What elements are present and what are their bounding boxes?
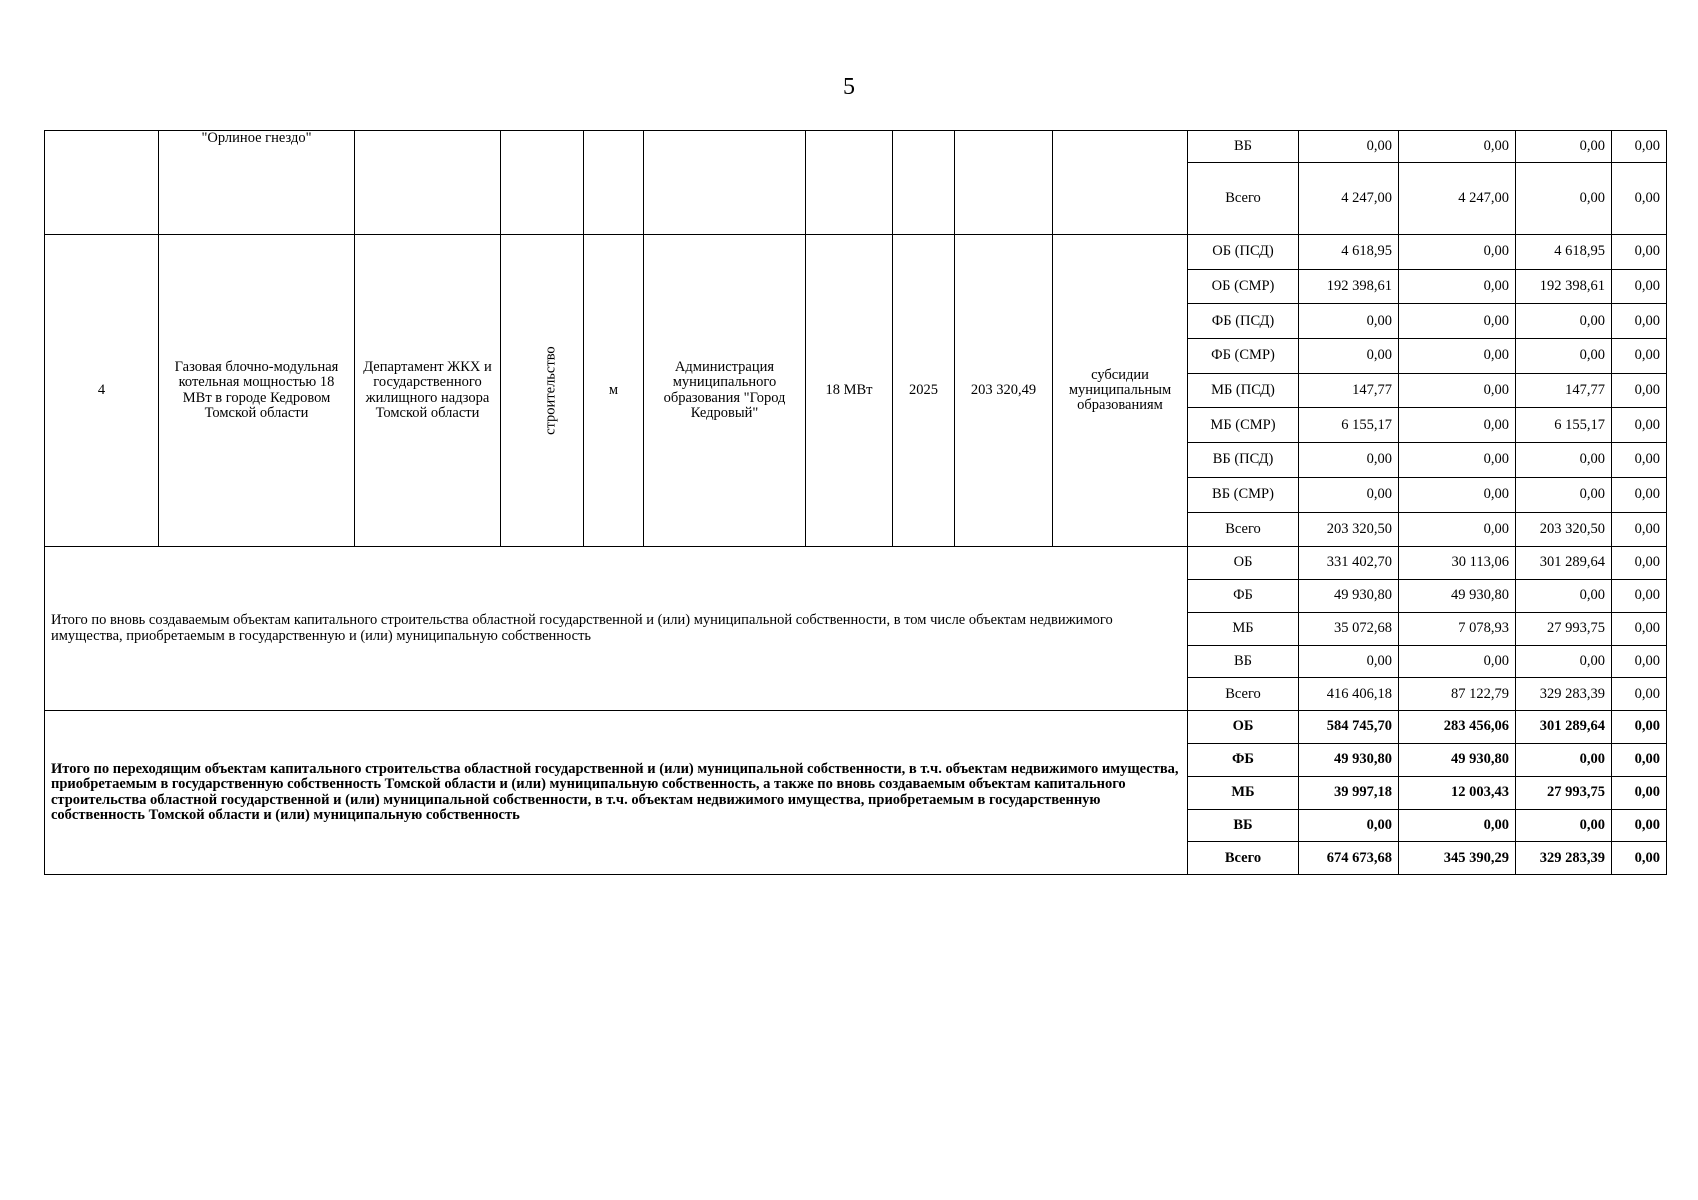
capacity: 18 МВт <box>806 235 893 547</box>
work-type <box>501 235 584 547</box>
amount-col4: 0,00 <box>1612 373 1667 408</box>
funding-source: ФБ (ПСД) <box>1188 304 1299 339</box>
year: 2025 <box>893 235 955 547</box>
amount-col4: 0,00 <box>1612 612 1667 645</box>
amount-total: 331 402,70 <box>1299 547 1399 580</box>
cell-empty <box>893 131 955 235</box>
page-number: 5 <box>843 74 855 100</box>
amount-total: 147,77 <box>1299 373 1399 408</box>
amount-total: 0,00 <box>1299 131 1399 163</box>
funding-source: ОБ (СМР) <box>1188 269 1299 304</box>
amount-col4: 0,00 <box>1612 776 1667 809</box>
amount-total: 39 997,18 <box>1299 776 1399 809</box>
cell-empty <box>501 131 584 235</box>
amount-col2: 12 003,43 <box>1399 776 1516 809</box>
table-row <box>45 131 1667 163</box>
funding-source: ВБ (ПСД) <box>1188 443 1299 478</box>
funding-source: ОБ <box>1188 547 1299 580</box>
amount-col4: 0,00 <box>1612 443 1667 478</box>
amount-col3: 4 618,95 <box>1516 235 1612 270</box>
amount-col3: 147,77 <box>1516 373 1612 408</box>
funding-source: ВБ (СМР) <box>1188 477 1299 512</box>
amount-col4: 0,00 <box>1612 711 1667 744</box>
amount-col4: 0,00 <box>1612 477 1667 512</box>
funding-source: ВБ <box>1188 131 1299 163</box>
amount-total: 192 398,61 <box>1299 269 1399 304</box>
amount-total: 0,00 <box>1299 339 1399 374</box>
amount-col2: 87 122,79 <box>1399 678 1516 711</box>
amount-col2: 0,00 <box>1399 512 1516 547</box>
work-type-label: строительство <box>542 346 559 435</box>
amount-col2: 0,00 <box>1399 408 1516 443</box>
amount-col3: 329 283,39 <box>1516 678 1612 711</box>
amount-col4: 0,00 <box>1612 579 1667 612</box>
funding-source: ФБ <box>1188 743 1299 776</box>
amount-total: 4 618,95 <box>1299 235 1399 270</box>
amount-total: 49 930,80 <box>1299 579 1399 612</box>
amount-col3: 6 155,17 <box>1516 408 1612 443</box>
amount-col2: 0,00 <box>1399 477 1516 512</box>
amount-col3: 329 283,39 <box>1516 842 1612 875</box>
amount-col2: 4 247,00 <box>1399 163 1516 235</box>
amount-col3: 27 993,75 <box>1516 776 1612 809</box>
amount-total: 0,00 <box>1299 443 1399 478</box>
funding-source: ВБ <box>1188 645 1299 678</box>
object-name: Газовая блочно-модульная котельная мощностью 18 МВт в городе Кедровом Томской области <box>159 235 355 547</box>
amount-col4: 0,00 <box>1612 163 1667 235</box>
cell-empty <box>355 131 501 235</box>
amount-total: 35 072,68 <box>1299 612 1399 645</box>
amount-total: 0,00 <box>1299 477 1399 512</box>
amount-col4: 0,00 <box>1612 339 1667 374</box>
amount-col3: 0,00 <box>1516 809 1612 842</box>
funding-source: ОБ <box>1188 711 1299 744</box>
amount-col2: 283 456,06 <box>1399 711 1516 744</box>
funding-source: МБ <box>1188 776 1299 809</box>
cell-num <box>45 131 159 235</box>
amount-col3: 27 993,75 <box>1516 612 1612 645</box>
funding-source: ФБ (СМР) <box>1188 339 1299 374</box>
amount-col3: 301 289,64 <box>1516 711 1612 744</box>
amount-col4: 0,00 <box>1612 678 1667 711</box>
amount-total: 4 247,00 <box>1299 163 1399 235</box>
amount-col2: 0,00 <box>1399 269 1516 304</box>
amount-col3: 0,00 <box>1516 645 1612 678</box>
recipient: Администрация муниципального образования "Город Кедровый" <box>644 235 806 547</box>
amount-total: 584 745,70 <box>1299 711 1399 744</box>
budget-table <box>44 130 1667 875</box>
cell-empty <box>955 131 1053 235</box>
funding-source: МБ (СМР) <box>1188 408 1299 443</box>
amount-col3: 0,00 <box>1516 443 1612 478</box>
funding-source: ОБ (ПСД) <box>1188 235 1299 270</box>
amount-total: 0,00 <box>1299 304 1399 339</box>
amount-col2: 0,00 <box>1399 339 1516 374</box>
amount-total: 674 673,68 <box>1299 842 1399 875</box>
amount-total: 49 930,80 <box>1299 743 1399 776</box>
amount-col3: 0,00 <box>1516 163 1612 235</box>
customer: Департамент ЖКХ и государственного жилищного надзора Томской области <box>355 235 501 547</box>
table-row <box>45 235 1667 270</box>
amount-col2: 0,00 <box>1399 131 1516 163</box>
funding-source: МБ (ПСД) <box>1188 373 1299 408</box>
table-row <box>45 547 1667 580</box>
amount-col2: 0,00 <box>1399 809 1516 842</box>
cell-empty <box>584 131 644 235</box>
amount-col2: 0,00 <box>1399 235 1516 270</box>
amount-total: 6 155,17 <box>1299 408 1399 443</box>
funding-source: Всего <box>1188 163 1299 235</box>
total-new-label: Итого по вновь создаваемым объектам капитального строительства областной государственной и (или) муниципальной собственности, в том числе объектам недвижимого имущества, приобретаемым в государственную и (или) муниципальную собственность <box>45 547 1188 711</box>
amount-col2: 0,00 <box>1399 443 1516 478</box>
amount-col3: 0,00 <box>1516 579 1612 612</box>
amount-col4: 0,00 <box>1612 131 1667 163</box>
amount-col3: 0,00 <box>1516 477 1612 512</box>
ownership: м <box>584 235 644 547</box>
amount-col4: 0,00 <box>1612 809 1667 842</box>
amount-col2: 0,00 <box>1399 373 1516 408</box>
amount-col4: 0,00 <box>1612 547 1667 580</box>
amount-col2: 49 930,80 <box>1399 579 1516 612</box>
funding-source: ВБ <box>1188 809 1299 842</box>
amount-col2: 49 930,80 <box>1399 743 1516 776</box>
amount-col3: 0,00 <box>1516 131 1612 163</box>
estimated-cost: 203 320,49 <box>955 235 1053 547</box>
amount-col3: 0,00 <box>1516 743 1612 776</box>
amount-col2: 7 078,93 <box>1399 612 1516 645</box>
amount-total: 203 320,50 <box>1299 512 1399 547</box>
amount-total: 416 406,18 <box>1299 678 1399 711</box>
amount-col2: 0,00 <box>1399 304 1516 339</box>
amount-col3: 0,00 <box>1516 339 1612 374</box>
amount-col4: 0,00 <box>1612 408 1667 443</box>
amount-col4: 0,00 <box>1612 842 1667 875</box>
funding-source: Всего <box>1188 842 1299 875</box>
amount-col2: 345 390,29 <box>1399 842 1516 875</box>
amount-col4: 0,00 <box>1612 512 1667 547</box>
funding-source: МБ <box>1188 612 1299 645</box>
amount-col3: 203 320,50 <box>1516 512 1612 547</box>
amount-col4: 0,00 <box>1612 235 1667 270</box>
amount-col4: 0,00 <box>1612 304 1667 339</box>
object-number: 4 <box>45 235 159 547</box>
amount-col4: 0,00 <box>1612 743 1667 776</box>
total-all-label: Итого по переходящим объектам капитального строительства областной государственной и (или) муниципальной собственности, в т.ч. объектам недвижимого имущества, приобретаемым в государственную собственность Томской области и (или) муниципальную собственность, а также по вновь создаваемым объектам капитального строительства областной государственной и (или) муниципальной собственности, в т.ч. объектам недвижимого имущества, приобретаемым в государственную собственность Томской области и (или) муниципальную собственность <box>45 711 1188 875</box>
cell-empty <box>806 131 893 235</box>
amount-total: 0,00 <box>1299 809 1399 842</box>
table-row <box>45 711 1667 744</box>
funding-source: Всего <box>1188 678 1299 711</box>
financing-form: субсидии муниципальным образованиям <box>1053 235 1188 547</box>
amount-col4: 0,00 <box>1612 269 1667 304</box>
amount-col4: 0,00 <box>1612 645 1667 678</box>
amount-col2: 0,00 <box>1399 645 1516 678</box>
object-name-tail: "Орлиное гнездо" <box>159 131 355 235</box>
cell-empty <box>644 131 806 235</box>
amount-col3: 192 398,61 <box>1516 269 1612 304</box>
funding-source: Всего <box>1188 512 1299 547</box>
amount-col3: 0,00 <box>1516 304 1612 339</box>
funding-source: ФБ <box>1188 579 1299 612</box>
amount-col2: 30 113,06 <box>1399 547 1516 580</box>
amount-col3: 301 289,64 <box>1516 547 1612 580</box>
cell-empty <box>1053 131 1188 235</box>
amount-total: 0,00 <box>1299 645 1399 678</box>
